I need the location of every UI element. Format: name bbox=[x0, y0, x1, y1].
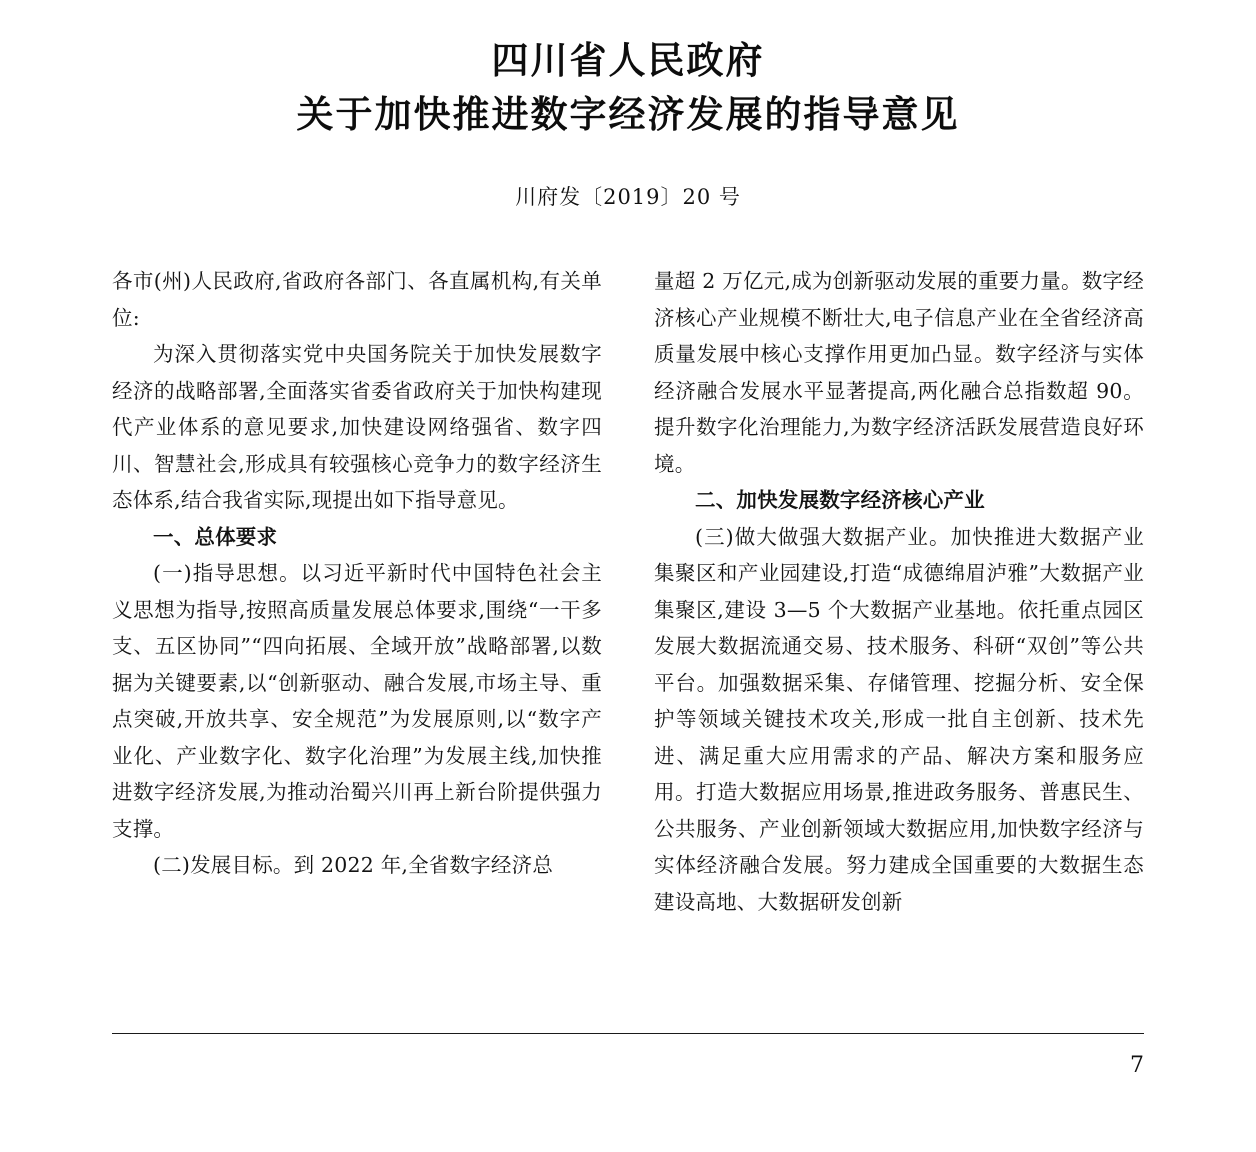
document-number: 川府发〔2019〕20 号 bbox=[515, 185, 741, 210]
paragraph-development-goals: (二)发展目标。到 2022 年,全省数字经济总 bbox=[153, 853, 554, 878]
document-title-line-1: 四川省人民政府 bbox=[491, 38, 765, 82]
document-title-block bbox=[0, 34, 1256, 141]
paragraph-addressee: 各市(州)人民政府,省政府各部门、各直属机构,有关单位: bbox=[112, 269, 602, 330]
paragraph-preamble: 为深入贯彻落实党中央国务院关于加快发展数字经济的战略部署,全面落实省委省政府关于加快构建现代产业体系的意见要求,加快建设网络强省、数字四川、智慧社会,形成具有较强核心竞争力的数字经济生态体系,结合我省实际,现提出如下指导意见。 bbox=[112, 342, 602, 513]
document-page bbox=[0, 34, 1256, 1152]
paragraph-guiding-ideology: (一)指导思想。以习近平新时代中国特色社会主义思想为指导,按照高质量发展总体要求,围绕“一干多支、五区协同”“四向拓展、全域开放”战略部署,以数据为关键要素,以“创新驱动、融合发展,市场主导、重点突破,开放共享、安全规范”为发展原则,以“数字产业化、产业数字化、数字化治理”为发展主线,加快推进数字经济发展,为推动治蜀兴川再上新台阶提供强力支撑。 bbox=[112, 561, 602, 841]
section-heading-overall-requirements: 一、总体要求 bbox=[153, 524, 278, 549]
document-title-line-2: 关于加快推进数字经济发展的指导意见 bbox=[296, 91, 960, 136]
page-number: 7 bbox=[1130, 1053, 1144, 1078]
footer-divider bbox=[112, 1033, 1144, 1034]
section-heading-core-industry: 二、加快发展数字经济核心产业 bbox=[695, 488, 985, 513]
left-column bbox=[112, 263, 602, 920]
document-body-columns bbox=[0, 263, 1256, 920]
paragraph-development-goals-continued: 量超 2 万亿元,成为创新驱动发展的重要力量。数字经济核心产业规模不断壮大,电子信息产业在全省经济高质量发展中核心支撑作用更加凸显。数字经济与实体经济融合发展水平显著提高,两化融合总指数超 90。提升数字化治理能力,为数字经济活跃发展营造良好环境。 bbox=[654, 269, 1144, 476]
right-column bbox=[654, 263, 1144, 920]
paragraph-big-data-industry: (三)做大做强大数据产业。加快推进大数据产业集聚区和产业园建设,打造“成德绵眉泸雅”大数据产业集聚区,建设 3—5 个大数据产业基地。依托重点园区发展大数据流通交易、技术服务、科研“双创”等公共平台。加强数据采集、存储管理、挖掘分析、安全保护等领域关键技术攻关,形成一批自主创新、技术先进、满足重大应用需求的产品、解决方案和服务应用。打造大数据应用场景,推进政务服务、普惠民生、公共服务、产业创新领域大数据应用,加快数字经济与实体经济融合发展。努力建成全国重要的大数据生态建设高地、大数据研发创新 bbox=[654, 524, 1144, 914]
